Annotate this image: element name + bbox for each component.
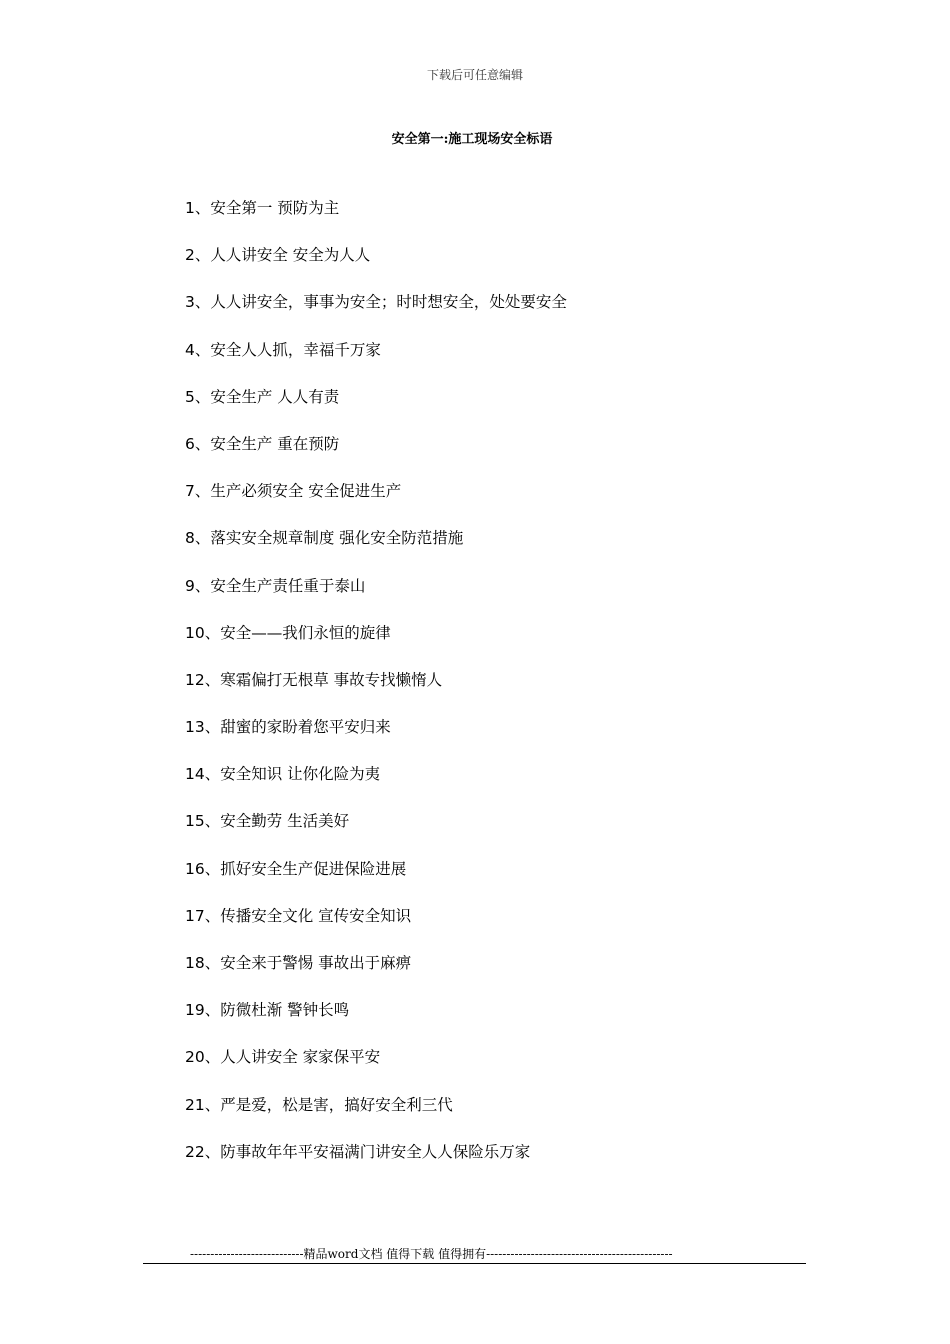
slogan-number: 17 (185, 906, 205, 925)
slogan-number: 14 (185, 765, 205, 784)
slogan-text: 、防事故年年平安福满门讲安全人人保险乐万家 (204, 1142, 531, 1161)
slogan-number: 20 (185, 1048, 205, 1067)
slogan-number: 10 (185, 623, 205, 642)
slogan-text: 、甜蜜的家盼着您平安归来 (204, 718, 391, 737)
slogan-text: 、生产必须安全 安全促进生产 (194, 482, 402, 501)
slogan-item (185, 526, 567, 573)
slogan-number: 8 (185, 529, 195, 548)
footer-text: ----------------------------精品word文档 值得下载 值得拥有---------------------------------------------- (190, 1247, 673, 1261)
document-title: 安全第一:施工现场安全标语 (391, 132, 553, 147)
slogan-number: 18 (185, 954, 205, 972)
slogan-text: 、防微杜渐 警钟长鸣 (204, 1001, 350, 1020)
slogan-number: 9 (185, 576, 195, 595)
slogan-item (185, 574, 567, 621)
slogan-number: 4 (185, 340, 195, 359)
slogan-text: 、传播安全文化 宣传安全知识 (204, 906, 412, 925)
slogan-text: 、抓好安全生产促进保险进展 (204, 859, 407, 878)
slogan-item (185, 243, 567, 290)
slogan-item (185, 904, 567, 951)
slogan-item (185, 1093, 567, 1140)
slogan-number: 21 (185, 1095, 205, 1114)
slogan-item (185, 998, 567, 1045)
slogan-number: 7 (185, 482, 195, 501)
header-note: 下载后可任意编辑 (426, 68, 523, 82)
slogan-text: 、落实安全规章制度 强化安全防范措施 (194, 529, 464, 548)
slogan-item (185, 1140, 567, 1187)
slogan-item (185, 762, 567, 809)
slogan-text: 、安全生产 人人有责 (194, 387, 340, 406)
slogan-item (185, 1045, 567, 1092)
slogan-number: 3 (185, 293, 195, 312)
slogan-text: 、安全知识 让你化险为夷 (204, 765, 381, 784)
slogan-item (185, 290, 567, 337)
slogan-text: 、人人讲安全 安全为人人 (194, 246, 371, 265)
slogan-number: 1 (185, 199, 195, 217)
slogan-item (185, 338, 567, 385)
slogan-item (185, 385, 567, 432)
slogan-number: 6 (185, 434, 195, 453)
slogan-item (185, 479, 567, 526)
slogan-item (185, 715, 567, 762)
slogan-item (185, 196, 567, 243)
slogan-number: 19 (185, 1001, 205, 1020)
slogan-number: 15 (185, 812, 205, 831)
slogan-item (185, 857, 567, 904)
slogan-item (185, 432, 567, 479)
slogan-text: 、严是爱，松是害，搞好安全利三代 (204, 1095, 453, 1114)
slogan-number: 5 (185, 387, 195, 406)
footer-divider (143, 1263, 806, 1264)
slogan-item (185, 951, 567, 998)
slogan-text: 、人人讲安全 家家保平安 (204, 1048, 381, 1067)
slogan-item (185, 809, 567, 856)
slogan-text: 、人人讲安全，事事为安全；时时想安全，处处要安全 (194, 293, 567, 312)
slogan-text: 、安全来于警惕 事故出于麻痹 (204, 954, 412, 972)
slogan-list (185, 196, 567, 1187)
slogan-number: 12 (185, 670, 205, 689)
slogan-number: 16 (185, 859, 205, 878)
slogan-number: 13 (185, 718, 205, 737)
slogan-text: 、安全生产责任重于泰山 (194, 576, 366, 595)
slogan-text: 、安全人人抓，幸福千万家 (194, 340, 381, 359)
slogan-text: 、安全第一 预防为主 (194, 199, 340, 217)
slogan-number: 22 (185, 1142, 205, 1161)
slogan-item (185, 621, 567, 668)
slogan-text: 、寒霜偏打无根草 事故专找懒惰人 (204, 670, 443, 689)
slogan-number: 2 (185, 246, 195, 265)
slogan-text: 、安全——我们永恒的旋律 (204, 623, 391, 642)
slogan-text: 、安全生产 重在预防 (194, 434, 340, 453)
slogan-item (185, 668, 567, 715)
slogan-text: 、安全勤劳 生活美好 (204, 812, 350, 831)
